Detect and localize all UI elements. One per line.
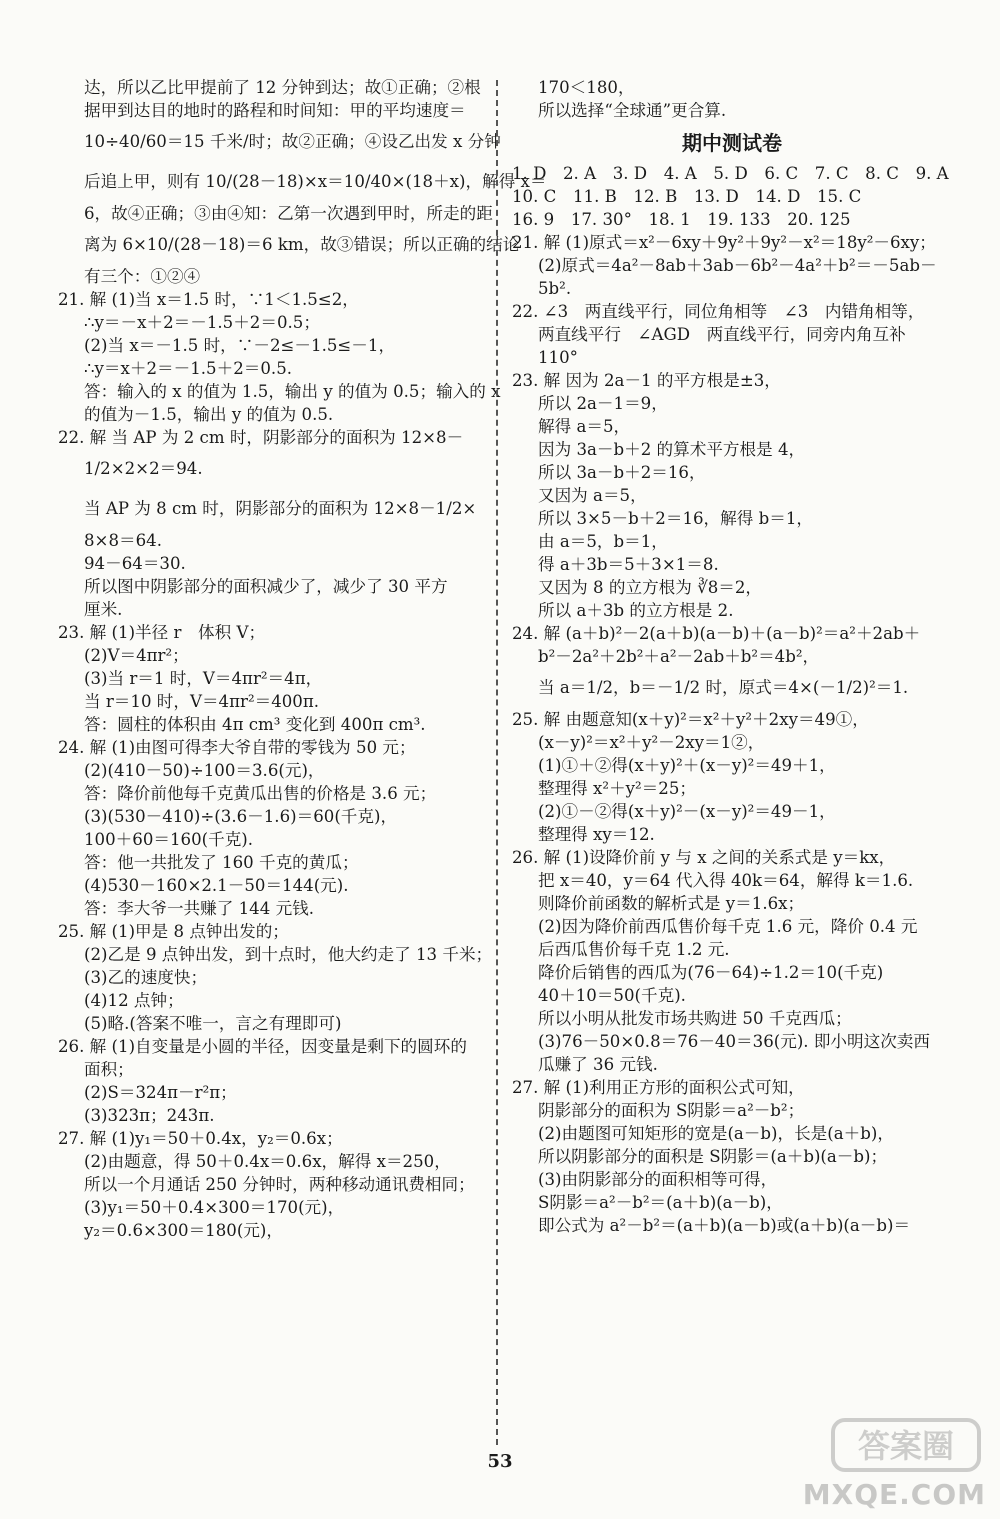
right-column: [512, 76, 952, 1237]
watermark-badge-icon: [831, 1416, 981, 1474]
right-column-line: 后西瓜售价每千克 1.2 元.: [538, 940, 730, 959]
right-column-line: 则降价前函数的解析式是 y＝1.6x；: [538, 894, 805, 913]
right-column-line: 10. C 11. B 12. B 13. D 14. D 15. C: [512, 187, 862, 206]
right-column-line: 当 a＝1/2，b＝－1/2 时，原式＝4×(－1/2)²＝1.: [538, 678, 909, 697]
left-column-line: y₂＝0.6×300＝180(元)，: [84, 1221, 283, 1240]
watermark-logo: [771, 1416, 986, 1511]
left-column-line: 94－64＝30.: [84, 554, 186, 573]
left-column-line: (2)当 x＝－1.5 时，∵－2≤－1.5≤－1，: [84, 336, 396, 355]
left-column-line: 据甲到达目的地时的路程和时间知：甲的平均速度＝: [84, 101, 466, 120]
left-column-line: 21. 解 (1)当 x＝1.5 时，∵1＜1.5≤2，: [58, 290, 359, 309]
left-column-line: 22. 解 当 AP 为 2 cm 时，阴影部分的面积为 12×8－: [58, 428, 464, 447]
right-column-line: 23. 解 因为 2a－1 的平方根是±3，: [512, 371, 781, 390]
left-column-line: 所以一个月通话 250 分钟时，两种移动通讯费相同；: [84, 1175, 475, 1194]
right-column-line: (2)①－②得(x＋y)²－(x－y)²＝49－1，: [538, 802, 836, 821]
left-column-line: 10÷40/60＝15 千米/时；故②正确；④设乙出发 x 分钟: [84, 132, 501, 151]
right-column-line: 所以 3×5－b＋2＝16，解得 b＝1，: [538, 509, 813, 528]
left-column-line: 厘米.: [84, 600, 123, 619]
right-column-line: 得 a＋3b＝5＋3×1＝8.: [538, 555, 719, 574]
right-column-line: b²－2a²＋2b²＋a²－2ab＋b²＝4b²，: [538, 647, 820, 666]
left-column-line: 答：李大爷一共赚了 144 元钱.: [84, 899, 315, 918]
right-column-line: 所以 a＋3b 的立方根是 2.: [538, 601, 734, 620]
left-column-line: ∴y＝x＋2＝－1.5＋2＝0.5.: [84, 359, 293, 378]
right-column-line: 把 x＝40，y＝64 代入得 40k＝64，解得 k＝1.6.: [538, 871, 914, 890]
left-column-line: (2)(410－50)÷100＝3.6(元)，: [84, 761, 325, 780]
left-column-line: 25. 解 (1)甲是 8 点钟出发的；: [58, 922, 289, 941]
left-column-line: 当 AP 为 8 cm 时，阴影部分的面积为 12×8－1/2×: [84, 499, 477, 518]
left-column-line: 后追上甲，则有 10/(28－18)×x＝10/40×(18＋x)，解得 x＝: [84, 172, 547, 191]
midterm-answers: [512, 162, 952, 1237]
right-column-line: (3)76－50×0.8＝76－40＝36(元). 即小明这次卖西: [538, 1032, 930, 1051]
right-column-line: 27. 解 (1)利用正方形的面积公式可知，: [512, 1078, 805, 1097]
right-column-line: (2)由题图可知矩形的宽是(a－b)，长是(a＋b)，: [538, 1124, 894, 1143]
right-column-line: 21. 解 (1)原式＝x²－6xy＋9y²＋9y²－x²＝18y²－6xy；: [512, 233, 936, 252]
left-column-line: (3)乙的速度快；: [84, 968, 208, 987]
right-column-continuation: [512, 76, 952, 122]
left-column-line: 面积；: [84, 1060, 134, 1079]
right-column-line: 所以阴影部分的面积是 S阴影＝(a＋b)(a－b)；: [538, 1147, 888, 1166]
right-column-line: 所以 2a－1＝9，: [538, 394, 668, 413]
left-column-line: (3)y₁＝50＋0.4×300＝170(元)，: [84, 1198, 345, 1217]
column-divider: [496, 80, 498, 1445]
left-column-line: (4)530－160×2.1－50＝144(元).: [84, 876, 349, 895]
right-column-line: 40＋10＝50(千克).: [538, 986, 686, 1005]
right-column-line: 阴影部分的面积为 S阴影＝a²－b²；: [538, 1101, 805, 1120]
left-column-line: (3)(530－410)÷(3.6－1.6)＝60(千克)，: [84, 807, 398, 826]
right-column-top-line: 所以选择“全球通”更合算.: [538, 101, 727, 120]
page-number: 53: [487, 1451, 513, 1472]
right-column-line: 所以 3a－b＋2＝16，: [538, 463, 706, 482]
right-column-line: 因为 3a－b＋2 的算术平方根是 4，: [538, 440, 806, 459]
left-column-line: 1/2×2×2＝94.: [84, 459, 203, 478]
right-column-line: 又因为 a＝5，: [538, 486, 647, 505]
left-column-line: 27. 解 (1)y₁＝50＋0.4x，y₂＝0.6x；: [58, 1129, 343, 1148]
right-column-top-line: 170＜180，: [538, 78, 635, 97]
right-column-line: 整理得 x²＋y²＝25；: [538, 779, 696, 798]
right-column-line: 两直线平行 ∠AGD 两直线平行，同旁内角互补: [538, 325, 906, 344]
right-column-line: (1)①＋②得(x＋y)²＋(x－y)²＝49＋1，: [538, 756, 836, 775]
right-column-line: (2)因为降价前西瓜售价每千克 1.6 元，降价 0.4 元: [538, 917, 918, 936]
left-column-line: 所以图中阴影部分的面积减少了，减少了 30 平方: [84, 577, 448, 596]
section-title: 期中测试卷: [682, 131, 782, 155]
right-column-line: 5b².: [538, 279, 572, 298]
right-column-line: 25. 解 由题意知(x＋y)²＝x²＋y²＋2xy＝49①，: [512, 710, 869, 729]
watermark-logo-text: 答案圈: [857, 1427, 955, 1465]
left-column-line: (2)乙是 9 点钟出发，到十点时，他大约走了 13 千米；: [84, 945, 493, 964]
right-column-line: 26. 解 (1)设降价前 y 与 x 之间的关系式是 y＝kx，: [512, 848, 896, 867]
left-column-line: (3)323π；243π.: [84, 1106, 215, 1125]
right-column-line: (x－y)²＝x²＋y²－2xy＝1②，: [538, 733, 765, 752]
right-column-line: 24. 解 (a＋b)²－2(a＋b)(a－b)＋(a－b)²＝a²＋2ab＋: [512, 624, 921, 643]
watermark-url: MXQE.COM: [802, 1478, 986, 1511]
right-column-line: 瓜赚了 36 元钱.: [538, 1055, 658, 1074]
right-column-line: 整理得 xy＝12.: [538, 825, 655, 844]
left-column-line: 当 r＝10 时，V＝4πr²＝400π.: [84, 692, 320, 711]
left-column-line: 100＋60＝160(千克).: [84, 830, 254, 849]
left-column-line: 答：圆柱的体积由 4π cm³ 变化到 400π cm³.: [84, 715, 426, 734]
right-column-line: (2)原式＝4a²－8ab＋3ab－6b²－4a²＋b²＝－5ab－: [538, 256, 937, 275]
right-column-line: 16. 9 17. 30° 18. 1 19. 133 20. 125: [512, 210, 851, 229]
right-column-line: 降价后销售的西瓜为(76－64)÷1.2＝10(千克): [538, 963, 884, 982]
left-column-line: 达，所以乙比甲提前了 12 分钟到达；故①正确；②根: [84, 78, 481, 97]
left-column-line: 的值为－1.5，输出 y 的值为 0.5.: [84, 405, 334, 424]
left-column-line: (2)由题意，得 50＋0.4x＝0.6x，解得 x＝250，: [84, 1152, 451, 1171]
right-column-line: 即公式为 a²－b²＝(a＋b)(a－b)或(a＋b)(a－b)＝: [538, 1216, 911, 1235]
left-column-line: 23. 解 (1)半径 r 体积 V；: [58, 623, 266, 642]
left-column-line: ∴y＝－x＋2＝－1.5＋2＝0.5；: [84, 313, 320, 332]
right-column-line: (3)由阴影部分的面积相等可得，: [538, 1170, 778, 1189]
right-column-line: 解得 a＝5，: [538, 417, 631, 436]
left-column-line: 有三个：①②④: [84, 267, 201, 286]
left-column-line: (2)V＝4πr²；: [84, 646, 189, 665]
left-column-line: 8×8＝64.: [84, 531, 163, 550]
right-column-line: 110°: [538, 348, 578, 367]
right-column-line: 由 a＝5，b＝1，: [538, 532, 668, 551]
right-column-line: 22. ∠3 两直线平行，同位角相等 ∠3 内错角相等，: [512, 302, 925, 321]
right-column-line: S阴影＝a²－b²＝(a＋b)(a－b)，: [538, 1193, 783, 1212]
left-column-line: 6，故④正确；③由④知：乙第一次遇到甲时，所走的距: [84, 204, 493, 223]
left-column-line: 26. 解 (1)自变量是小圆的半径，因变量是剩下的圆环的: [58, 1037, 467, 1056]
left-column-line: 24. 解 (1)由图可得李大爷自带的零钱为 50 元；: [58, 738, 416, 757]
left-column-line: 答：他一共批发了 160 千克的黄瓜；: [84, 853, 359, 872]
left-column-line: (4)12 点钟；: [84, 991, 184, 1010]
right-column-line: 1. D 2. A 3. D 4. A 5. D 6. C 7. C 8. C 9. A: [512, 164, 949, 183]
left-column-line: (2)S＝324π－r²π；: [84, 1083, 237, 1102]
right-column-line: 又因为 8 的立方根为 ∛8＝2，: [538, 578, 763, 597]
left-column-line: 答：输入的 x 的值为 1.5，输出 y 的值为 0.5；输入的 x: [84, 382, 501, 401]
left-column-line: (3)当 r＝1 时，V＝4πr²＝4π，: [84, 669, 323, 688]
left-column-line: (5)略.(答案不唯一，言之有理即可): [84, 1014, 342, 1033]
right-column-line: 所以小明从批发市场共购进 50 千克西瓜；: [538, 1009, 852, 1028]
left-column: [58, 76, 547, 1242]
left-column-line: 离为 6×10/(28－18)＝6 km，故③错误；所以正确的结论: [84, 235, 520, 254]
left-column-line: 答：降价前他每千克黄瓜出售的价格是 3.6 元；: [84, 784, 437, 803]
